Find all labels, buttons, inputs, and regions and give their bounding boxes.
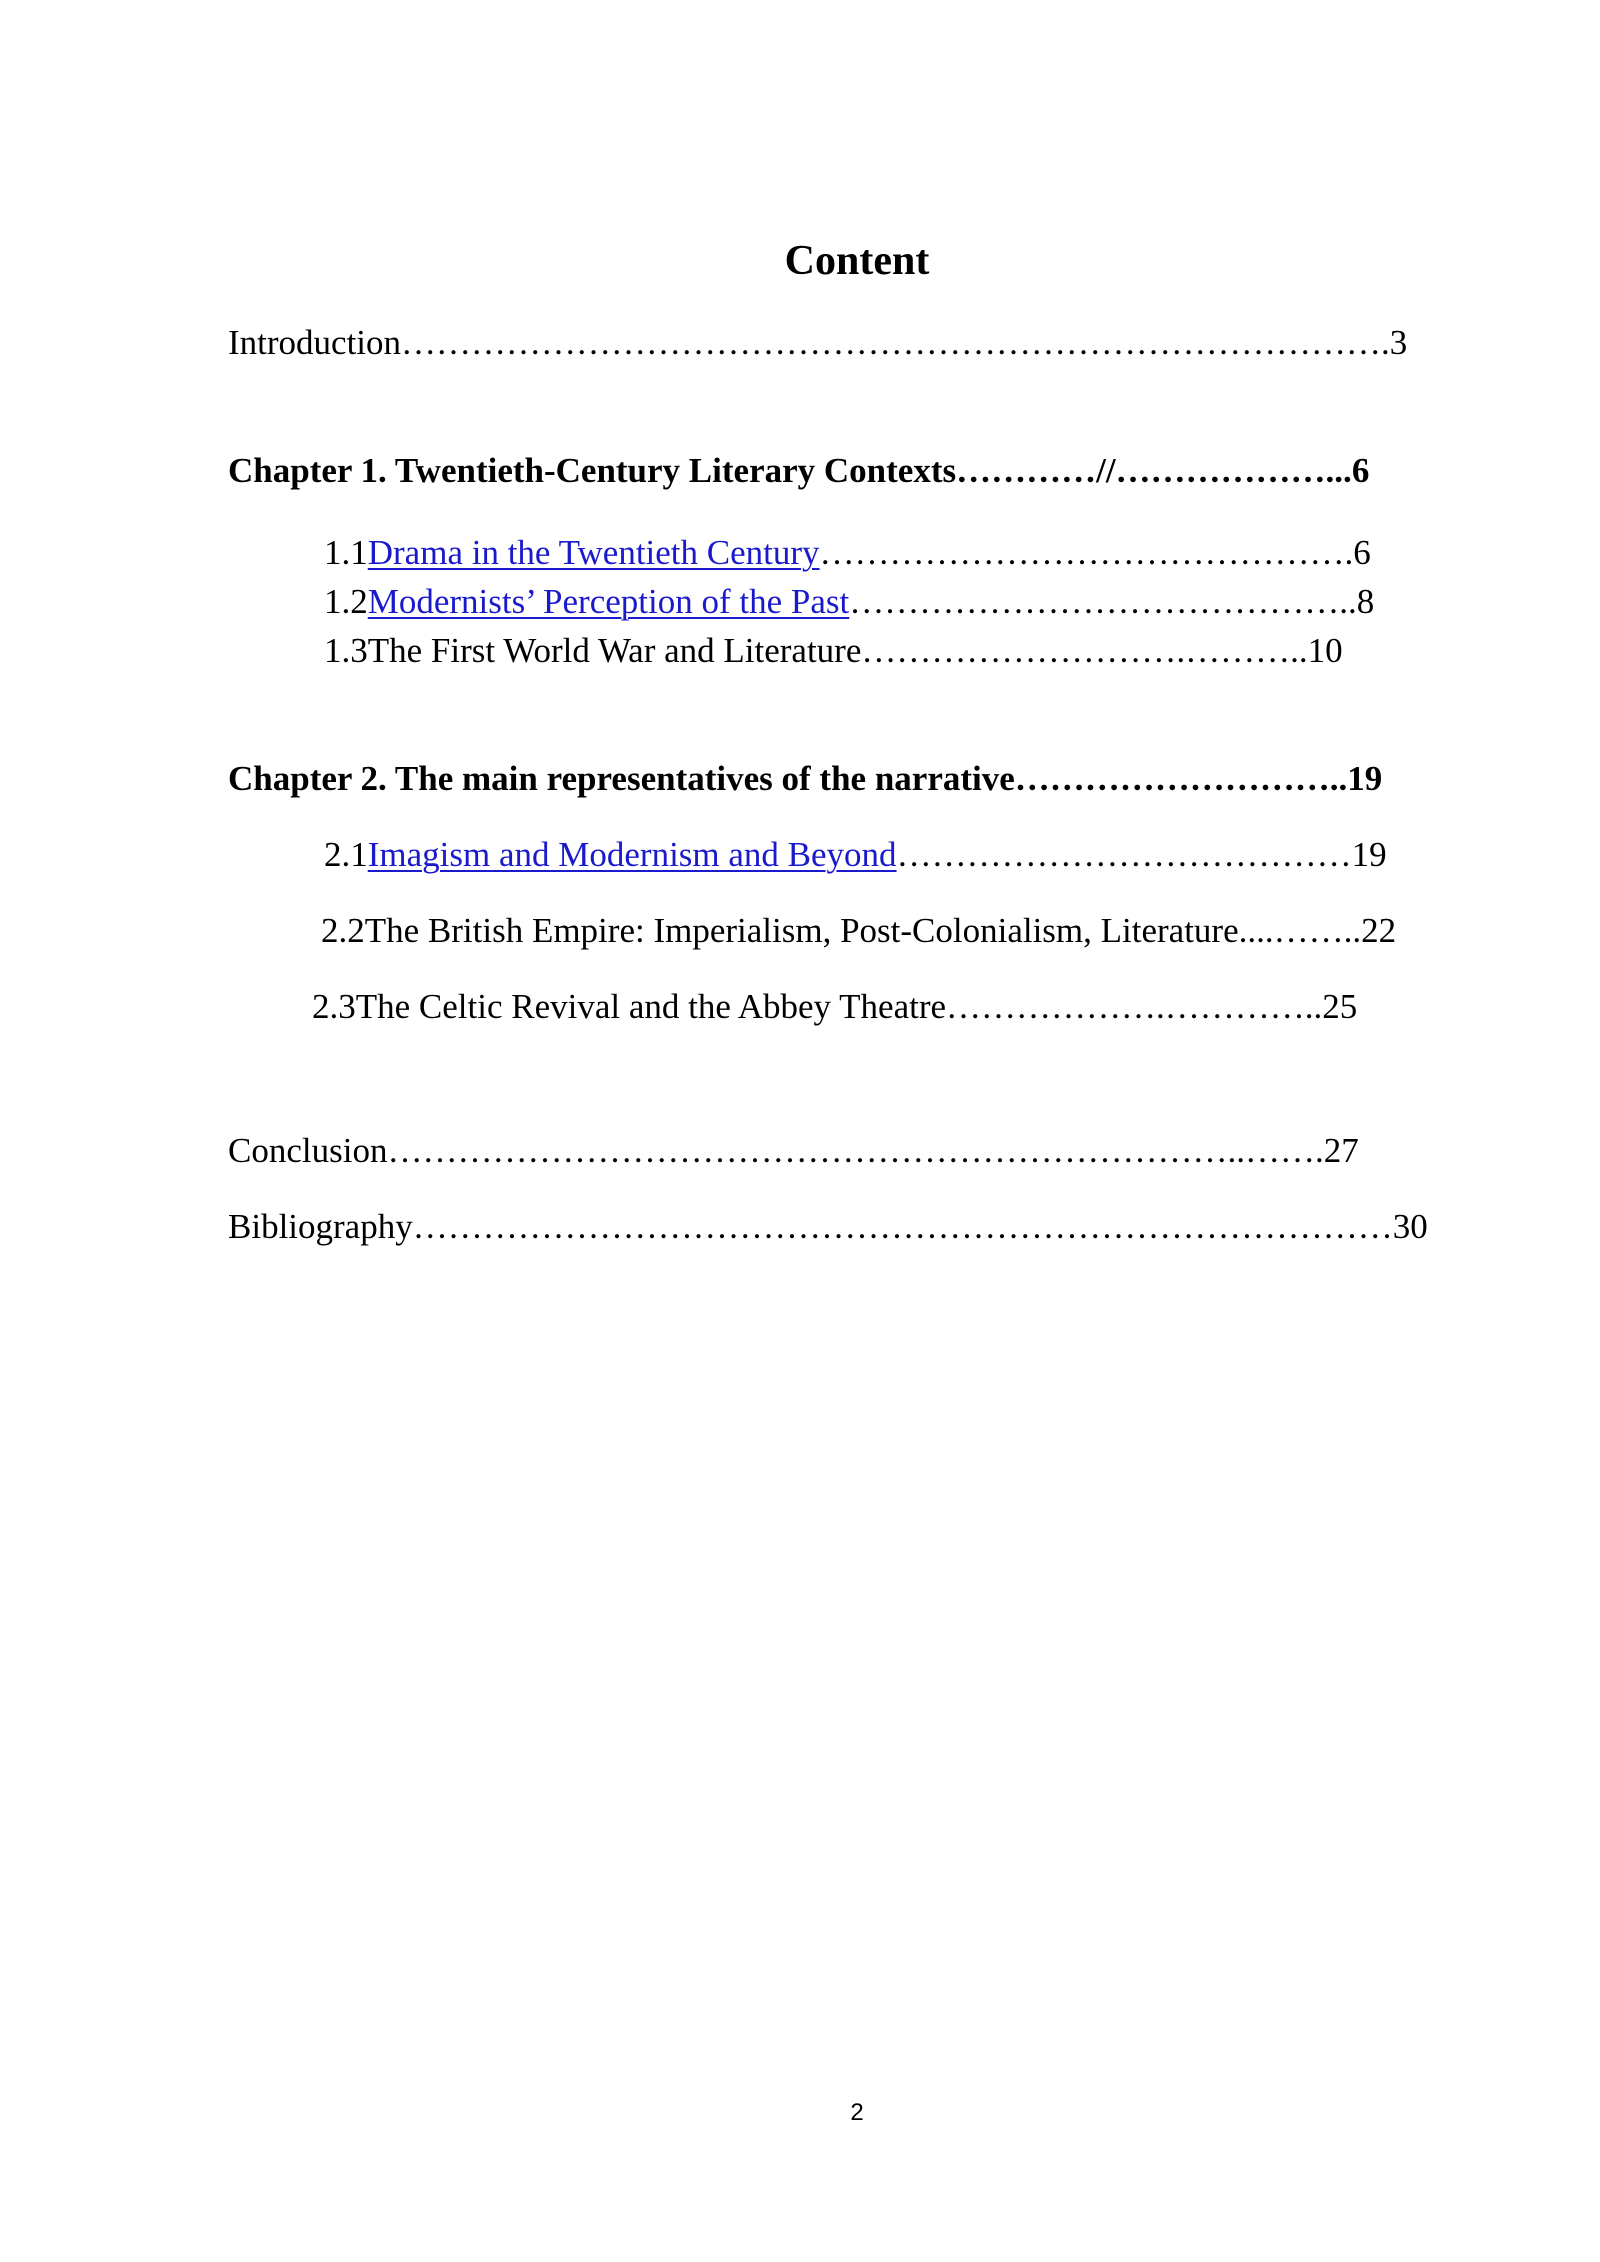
toc-entry-chapter-2: [228, 758, 1382, 800]
toc-link-modernists[interactable]: Modernists’ Perception of the Past: [367, 582, 850, 621]
toc-entry-1-2: [324, 581, 1374, 623]
toc-leader: …………………………………………………………………………: [412, 1207, 1393, 1246]
toc-page-number: 10: [1307, 631, 1343, 670]
toc-leader: ....……..: [1238, 911, 1362, 950]
toc-entry-text: Chapter 2. The main representatives of the narrative: [228, 759, 1015, 798]
toc-entry-text: Bibliography: [228, 1207, 413, 1246]
toc-entry-text: Introduction: [228, 323, 402, 362]
toc-entry-1-3: [324, 630, 1343, 672]
toc-entry-chapter-1: [228, 450, 1369, 492]
toc-leader: ………………………..: [1014, 759, 1348, 798]
toc-entry-text: The First World War and Literature: [367, 631, 862, 670]
page-number: 2: [850, 2099, 864, 2126]
toc-entry-text: The British Empire: Imperialism, Post-Colonialism, Literature: [364, 911, 1239, 950]
toc-entry-introduction: [228, 322, 1407, 364]
toc-leader: ………………………………………………………………..…….: [387, 1131, 1324, 1170]
toc-page-number: 6: [1351, 451, 1370, 490]
toc-page-number: 19: [1347, 759, 1383, 798]
toc-section-number: 2.3: [312, 987, 356, 1026]
toc-page-number: 22: [1361, 911, 1397, 950]
toc-section-number: 1.3: [324, 631, 368, 670]
toc-page-number: 25: [1322, 987, 1358, 1026]
toc-entry-text: The Celtic Revival and the Abbey Theatre: [355, 987, 947, 1026]
toc-page-number: 27: [1323, 1131, 1359, 1170]
toc-entry-2-3: [312, 986, 1357, 1028]
toc-section-number: 1.2: [324, 582, 368, 621]
toc-entry-2-2: [321, 910, 1396, 952]
toc-entry-text: Conclusion: [228, 1131, 388, 1170]
toc-entry-1-1: [324, 532, 1371, 574]
toc-entry-conclusion: [228, 1130, 1359, 1172]
toc-leader: ……………………….………..: [861, 631, 1308, 670]
page-title: Content: [784, 238, 930, 284]
toc-entry-text: Chapter 1. Twentieth-Century Literary Contexts: [228, 451, 957, 490]
toc-leader: ……………………………………..: [849, 582, 1357, 621]
toc-page-number: 3: [1389, 323, 1408, 362]
toc-leader: ………………………………………………………………………….: [401, 323, 1390, 362]
toc-page-number: 6: [1353, 533, 1371, 572]
toc-leader: …………………………………: [896, 835, 1352, 874]
toc-section-number: 2.1: [324, 835, 368, 874]
toc-entry-bibliography: [228, 1206, 1428, 1248]
toc-leader: ……………………………………….: [819, 533, 1354, 572]
toc-link-drama[interactable]: Drama in the Twentieth Century: [367, 533, 820, 572]
toc-section-number: 2.2: [321, 911, 365, 950]
toc-leader: ……………….…………..: [946, 987, 1323, 1026]
toc-page-number: 8: [1356, 582, 1375, 621]
toc-page-number: 30: [1392, 1207, 1428, 1246]
toc-leader: …………//………………...: [956, 451, 1352, 490]
toc-page-number: 19: [1351, 835, 1387, 874]
toc-entry-2-1: [324, 834, 1387, 876]
toc-section-number: 1.1: [324, 533, 368, 572]
toc-link-imagism[interactable]: Imagism and Modernism and Beyond: [367, 835, 897, 874]
